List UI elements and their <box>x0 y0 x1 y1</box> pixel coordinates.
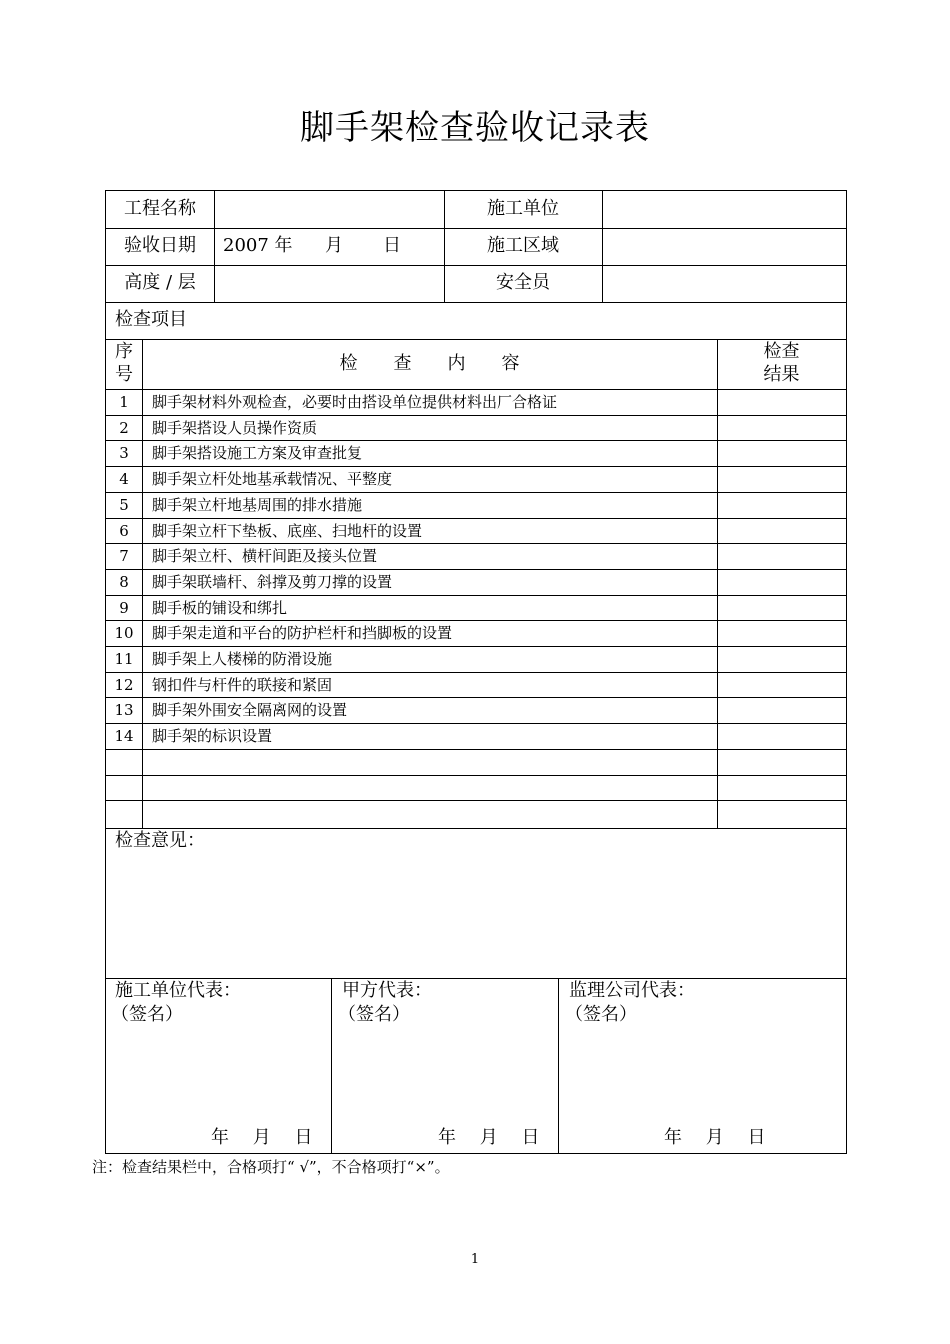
item-number: 12 <box>114 675 134 694</box>
item-number: 10 <box>114 624 134 643</box>
item-content: 脚手架上人楼梯的防滑设施 <box>152 650 333 668</box>
item-content: 脚手架搭设施工方案及审查批复 <box>152 444 363 463</box>
item-content: 脚手架立杆、横杆间距及接头位置 <box>152 547 378 566</box>
row-divider <box>106 518 846 519</box>
item-number: 6 <box>119 521 129 540</box>
row-divider <box>106 415 846 416</box>
inspection-date-month[interactable]: 月 <box>325 235 343 256</box>
item-content: 脚手架的标识设置 <box>152 727 273 746</box>
item-result-cell[interactable] <box>718 800 846 826</box>
item-number: 1 <box>119 393 129 411</box>
row-divider <box>106 595 846 596</box>
row-divider <box>106 978 846 979</box>
table-row <box>106 672 846 698</box>
item-result-cell[interactable] <box>718 466 846 492</box>
item-number: 11 <box>114 650 134 668</box>
table-row <box>106 800 846 826</box>
project-name-label: 工程名称 <box>124 198 196 219</box>
item-content: 脚手架立杆下垫板、底座、扫地杆的设置 <box>152 521 423 540</box>
table-row <box>106 646 846 672</box>
table-row <box>106 569 846 595</box>
item-number: 9 <box>119 598 129 617</box>
item-number: 14 <box>114 727 134 746</box>
table-row <box>106 697 846 723</box>
row-divider <box>106 723 846 724</box>
item-number: 7 <box>119 547 129 566</box>
owner-rep-sign-label: （签名） <box>338 1004 410 1025</box>
table-row <box>106 492 846 518</box>
item-result-cell[interactable] <box>718 569 846 595</box>
item-number: 5 <box>119 495 129 514</box>
row-divider <box>106 440 846 441</box>
row-divider <box>106 339 846 340</box>
contractor-rep-label: 施工单位代表： <box>115 980 241 1001</box>
item-result-cell[interactable] <box>718 492 846 518</box>
page-number: 1 <box>470 1252 480 1267</box>
supervisor-rep-signature-area[interactable] <box>559 1031 846 1121</box>
height-floor-label: 高度 / 层 <box>124 272 196 293</box>
item-number: 2 <box>119 418 129 437</box>
row-divider <box>106 620 846 621</box>
table-row <box>106 466 846 492</box>
item-result-cell[interactable] <box>718 749 846 775</box>
row-divider <box>106 775 846 776</box>
table-row <box>106 775 846 801</box>
item-content: 脚手架外围安全隔离网的设置 <box>152 701 348 720</box>
item-number: 3 <box>119 444 129 463</box>
construction-unit-label: 施工单位 <box>487 198 559 219</box>
table-row <box>106 518 846 544</box>
row-divider <box>106 697 846 698</box>
item-result-cell[interactable] <box>718 672 846 698</box>
table-row <box>106 723 846 749</box>
table-row <box>106 749 846 775</box>
item-content: 脚手架搭设人员操作资质 <box>152 418 318 437</box>
item-number: 4 <box>119 470 129 489</box>
row-divider <box>106 569 846 570</box>
table-row <box>106 620 846 646</box>
row-divider <box>106 302 846 303</box>
table-row <box>106 543 846 569</box>
row-divider <box>106 543 846 544</box>
table-row <box>106 595 846 621</box>
item-number: 13 <box>114 701 134 720</box>
contractor-rep-date[interactable]: 年 月 日 <box>211 1127 313 1148</box>
row-divider <box>106 800 846 801</box>
contractor-rep-signature-area[interactable] <box>106 1031 331 1121</box>
item-content: 脚手架立杆处地基承载情况、平整度 <box>152 470 393 489</box>
col-content-header: 检 查 内 容 <box>339 353 520 374</box>
owner-rep-date[interactable]: 年 月 日 <box>438 1127 540 1148</box>
item-result-cell[interactable] <box>718 646 846 672</box>
table-row <box>106 389 846 415</box>
row-divider <box>106 828 846 829</box>
page-title: 脚手架检查验收记录表 <box>300 108 650 148</box>
opinion-label: 检查意见： <box>115 830 205 851</box>
col-result-header-line2: 结果 <box>763 364 800 385</box>
row-divider <box>106 492 846 493</box>
item-result-cell[interactable] <box>718 620 846 646</box>
table-row <box>106 440 846 466</box>
item-content: 脚手架走道和平台的防护栏杆和挡脚板的设置 <box>152 624 453 643</box>
item-result-cell[interactable] <box>718 389 846 415</box>
inspection-date-day[interactable]: 日 <box>383 235 401 256</box>
row-divider <box>106 749 846 750</box>
construction-area-label: 施工区域 <box>487 235 559 256</box>
item-result-cell[interactable] <box>718 723 846 749</box>
row-divider <box>106 672 846 673</box>
item-result-cell[interactable] <box>718 595 846 621</box>
row-divider <box>106 228 846 229</box>
footnote: 注：检查结果栏中，合格项打“ √”，不合格项打“×”。 <box>92 1158 450 1176</box>
item-content: 脚手架立杆地基周围的排水措施 <box>152 495 363 514</box>
item-result-cell[interactable] <box>718 440 846 466</box>
supervisor-rep-label: 监理公司代表： <box>569 980 695 1001</box>
col-result-header-line1: 检查 <box>763 341 800 362</box>
col-no-header-line2: 号 <box>115 364 133 385</box>
item-content: 脚手架联墙杆、斜撑及剪刀撑的设置 <box>152 572 393 591</box>
col-divider <box>214 191 215 302</box>
owner-rep-label: 甲方代表： <box>342 980 432 1001</box>
item-result-cell[interactable] <box>718 775 846 801</box>
contractor-rep-sign-label: （签名） <box>111 1004 183 1025</box>
col-no-header-line1: 序 <box>115 341 133 362</box>
supervisor-rep-date[interactable]: 年 月 日 <box>664 1127 766 1148</box>
item-result-cell[interactable] <box>718 543 846 569</box>
item-result-cell[interactable] <box>718 415 846 441</box>
table-row <box>106 415 846 441</box>
item-content: 脚手板的铺设和绑扎 <box>152 598 288 617</box>
supervisor-rep-sign-label: （签名） <box>565 1004 637 1025</box>
owner-rep-signature-area[interactable] <box>332 1031 558 1121</box>
row-divider <box>106 265 846 266</box>
opinion-field[interactable] <box>106 856 846 976</box>
item-content: 钢扣件与杆件的联接和紧固 <box>152 675 333 694</box>
inspection-form-table <box>105 190 847 1154</box>
item-content: 脚手架材料外观检查，必要时由搭设单位提供材料出厂合格证 <box>152 393 558 411</box>
row-divider <box>106 466 846 467</box>
col-divider <box>602 191 603 302</box>
inspection-items-label: 检查项目 <box>115 309 187 330</box>
item-result-cell[interactable] <box>718 697 846 723</box>
row-divider <box>106 646 846 647</box>
item-number: 8 <box>119 572 129 591</box>
inspection-date-year[interactable]: 2007 年 <box>223 235 293 256</box>
inspection-date-label: 验收日期 <box>124 235 196 256</box>
item-result-cell[interactable] <box>718 518 846 544</box>
safety-officer-label: 安全员 <box>496 272 550 293</box>
